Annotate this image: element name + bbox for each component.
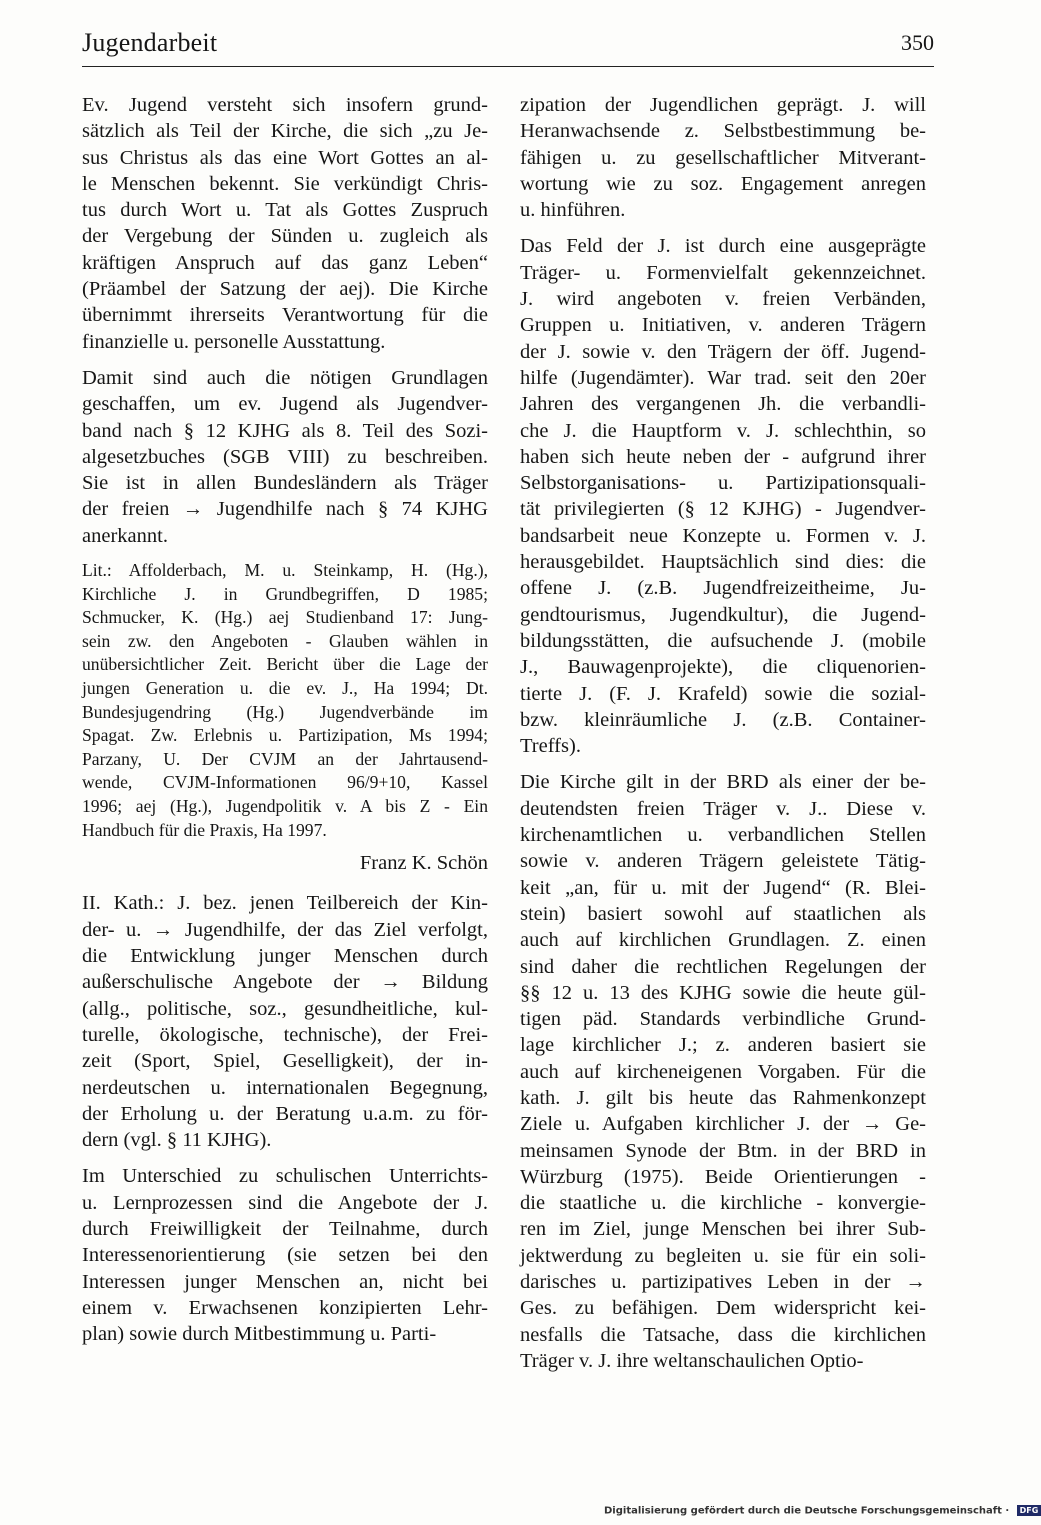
text-line: fähigen u. zu gesellschaftlicher Mitverant-: [520, 146, 926, 169]
digitization-credit: Digitalisierung gefördert durch die Deutsche Forschungsgemeinschaft · DFG: [604, 1505, 1041, 1517]
text-line: Kirchliche J. in Grundbegriffen, D 1985;: [82, 583, 488, 604]
text-line: tigen päd. Standards verbindliche Grund-: [520, 1008, 926, 1031]
text-line: Die Kirche gilt in der BRD als einer der be-: [520, 771, 926, 794]
text-line: Würzburg (1975). Beide Orientierungen -: [520, 1165, 926, 1188]
text-line: nerdeutschen u. internationalen Begegnung,: [82, 1076, 488, 1099]
text-line: einem v. Erwachsenen konzipierten Lehr-: [82, 1296, 488, 1319]
text-line: sind daher die rechtlichen Regelungen der: [520, 955, 926, 978]
text-line: Lit.: Affolderbach, M. u. Steinkamp, H. (Hg.),: [82, 560, 488, 581]
text-line: Schmucker, K. (Hg.) aej Studienband 17: Jung-: [82, 607, 488, 628]
right-column: [520, 92, 926, 1384]
text-line: sein zw. den Angeboten - Glauben wählen in: [82, 630, 488, 651]
text-line: Selbstorganisations- u. Partizipationsquali-: [520, 472, 926, 495]
paragraph: [520, 92, 926, 223]
text-line: der Erholung u. der Beratung u.a.m. zu för-: [82, 1102, 488, 1125]
text-line: bandsarbeit neue Konzepte u. Formen v. J.: [520, 524, 926, 547]
text-line: Das Feld der J. ist durch eine ausgeprägte: [520, 235, 926, 258]
text-line: dern (vgl. § 11 KJHG).: [82, 1129, 272, 1152]
text-line: algesetzbuches (SGB VIII) zu beschreiben.: [82, 445, 488, 468]
text-line: gendtourismus, Jugendkultur), die Jugend-: [520, 603, 926, 626]
text-line: lage kirchlicher J.; z. anderen basiert sie: [520, 1034, 926, 1057]
author-signature: [82, 850, 488, 876]
text-line: Interessen junger Menschen an, nicht bei: [82, 1270, 488, 1293]
text-line: herausgebildet. Hauptsächlich sind dies: die: [520, 551, 926, 574]
text-line: (Präambel der Satzung der aej). Die Kirche: [82, 278, 488, 301]
text-line: offene J. (z.B. Jugendfreizeitheime, Ju-: [520, 577, 926, 600]
text-line: Ges. zu befähigen. Dem widerspricht kei-: [520, 1297, 926, 1320]
text-line: Träger v. J. ihre weltanschaulichen Optio-: [520, 1349, 864, 1372]
text-line: Parzany, U. Der CVJM an der Jahrtausend-: [82, 748, 488, 769]
text-line: außerschulische Angebote der → Bildung: [82, 971, 488, 994]
text-line: meinsamen Synode der Btm. in der BRD in: [520, 1139, 926, 1162]
text-line: zipation der Jugendlichen geprägt. J. will: [520, 94, 926, 116]
text-line: Bundesjugendring (Hg.) Jugendverbände im: [82, 701, 488, 722]
paragraph: [82, 1163, 488, 1347]
left-column: [82, 92, 488, 1358]
text-line: hilfe (Jugendämter). War trad. seit den 20er: [520, 366, 926, 389]
credit-text: Digitalisierung gefördert durch die Deutsche Forschungsgemeinschaft: [604, 1505, 1002, 1517]
text-line: J., Bauwagenprojekte), die cliquenorien-: [520, 656, 926, 679]
text-line: Jahren des vergangenen Jh. die verbandli-: [520, 393, 926, 416]
text-line: u. Lernprozessen sind die Angebote der J.: [82, 1191, 488, 1214]
text-line: geschaffen, um ev. Jugend als Jugendver-: [82, 393, 488, 416]
text-line: der freien → Jugendhilfe nach § 74 KJHG: [82, 498, 488, 521]
text-line: die Entwicklung junger Menschen durch: [82, 945, 488, 968]
text-line: kirchenamtlichen u. verbandlichen Stellen: [520, 824, 926, 847]
text-line: Handbuch für die Praxis, Ha 1997.: [82, 819, 327, 840]
running-head: [82, 26, 934, 67]
text-line: auch auf kircheneigenen Vorgaben. Für die: [520, 1060, 926, 1083]
paragraph: [82, 92, 488, 355]
text-line: le Menschen bekennt. Sie verkündigt Chris-: [82, 172, 488, 195]
text-line: darisches u. partizipatives Leben in der →: [520, 1271, 926, 1294]
text-line: Ziele u. Aufgaben kirchlicher J. der → Ge-: [520, 1113, 926, 1136]
text-line: wende, CVJM-Informationen 96/9+10, Kassel: [82, 772, 488, 793]
text-line: Franz K. Schön: [359, 852, 488, 875]
text-line: deutendsten freien Träger v. J.. Diese v.: [520, 797, 926, 820]
text-line: wortung wie zu soz. Engagement anregen: [520, 172, 926, 195]
text-line: Treffs).: [520, 735, 581, 758]
text-line: anerkannt.: [82, 524, 168, 547]
text-line: nesfalls die Tatsache, dass die kirchlichen: [520, 1323, 926, 1346]
text-line: die staatliche u. die kirchliche - konvergie-: [520, 1192, 926, 1215]
text-line: Spagat. Zw. Erlebnis u. Partizipation, Ms 1994;: [82, 725, 488, 746]
paragraph: [520, 769, 926, 1374]
dfg-logo: DFG: [1017, 1505, 1041, 1516]
text-line: der J. sowie v. den Trägern der öff. Jugend-: [520, 340, 926, 363]
text-line: durch Freiwilligkeit der Teilnahme, durch: [82, 1218, 488, 1241]
text-line: plan) sowie durch Mitbestimmung u. Parti-: [82, 1323, 437, 1346]
text-line: (allg., politische, soz., gesundheitliche, kul-: [82, 997, 488, 1020]
text-line: bildungsstätten, die aufsuchende J. (mobile: [520, 629, 926, 652]
text-line: ren im Ziel, junge Menschen bei ihrer Sub-: [520, 1218, 926, 1241]
text-line: sus Christus als das eine Wort Gottes an al-: [82, 146, 488, 169]
text-line: Ev. Jugend versteht sich insofern grund-: [82, 94, 488, 116]
text-line: auch auf kirchlichen Grundlagen. Z. einen: [520, 929, 926, 952]
text-line: sätzlich als Teil der Kirche, die sich „zu Je-: [82, 120, 488, 143]
text-line: Träger- u. Formenvielfalt gekennzeichnet.: [520, 261, 926, 284]
text-line: jungen Generation u. die ev. J., Ha 1994; Dt.: [82, 678, 488, 699]
literature-list: [82, 559, 488, 842]
text-line: Heranwachsende z. Selbstbestimmung be-: [520, 120, 926, 143]
paragraph: [82, 365, 488, 549]
text-line: Im Unterschied zu schulischen Unterrichts-: [82, 1165, 488, 1188]
paragraph: [520, 233, 926, 759]
text-line: II. Kath.: J. bez. jenen Teilbereich der Kin-: [82, 892, 488, 915]
text-line: kräftigen Anspruch auf das ganz Leben“: [82, 251, 488, 274]
text-line: turelle, ökologische, technische), der Frei-: [82, 1023, 488, 1046]
text-line: u. hinführen.: [520, 199, 626, 222]
text-line: unübersichtlicher Zeit. Bericht über die Lage der: [82, 654, 488, 675]
text-line: jektwerdung zu begleiten u. sie für ein soli-: [520, 1244, 926, 1267]
text-line: stein) basiert sowohl auf staatlichen als: [520, 902, 926, 925]
text-line: sowie v. anderen Trägern geleistete Tätig-: [520, 850, 926, 873]
text-line: bzw. kleinräumliche J. (z.B. Container-: [520, 708, 926, 731]
text-line: finanzielle u. personelle Ausstattung.: [82, 330, 386, 353]
text-line: che J. die Hauptform v. J. schlechthin, so: [520, 419, 926, 442]
text-line: kath. J. gilt bis heute das Rahmenkonzept: [520, 1086, 926, 1109]
text-line: tät privilegierten (§ 12 KJHG) - Jugendver-: [520, 498, 926, 521]
text-line: haben sich heute neben der - aufgrund ihrer: [520, 445, 926, 468]
text-line: keit „an, für u. mit der Jugend“ (R. Blei-: [520, 876, 926, 899]
text-line: tierte J. (F. J. Krafeld) sowie die sozial-: [520, 682, 926, 705]
page-number: 350: [901, 30, 934, 55]
text-line: Damit sind auch die nötigen Grundlagen: [82, 366, 488, 389]
text-line: zeit (Sport, Spiel, Geselligkeit), der in-: [82, 1050, 488, 1073]
text-line: 1996; aej (Hg.), Jugendpolitik v. A bis Z - Ein: [82, 795, 488, 816]
text-line: band nach § 12 KJHG als 8. Teil des Sozi-: [82, 419, 488, 442]
text-line: §§ 12 u. 13 des KJHG sowie die heute gül-: [520, 981, 926, 1004]
text-line: der- u. → Jugendhilfe, der das Ziel verfolgt,: [82, 918, 488, 941]
text-line: Sie ist in allen Bundesländern als Träger: [82, 472, 488, 495]
text-line: übernimmt ihrerseits Verantwortung für die: [82, 304, 488, 327]
text-line: Gruppen u. Initiativen, v. anderen Trägern: [520, 314, 926, 337]
text-line: Interessenorientierung (sie setzen bei den: [82, 1244, 488, 1267]
section-title: Jugendarbeit: [82, 28, 218, 57]
text-line: J. wird angeboten v. freien Verbänden,: [520, 288, 926, 311]
text-line: tus durch Wort u. Tat als Gottes Zuspruch: [82, 199, 488, 222]
paragraph: [82, 890, 488, 1153]
text-line: der Vergebung der Sünden u. zugleich als: [82, 225, 488, 248]
